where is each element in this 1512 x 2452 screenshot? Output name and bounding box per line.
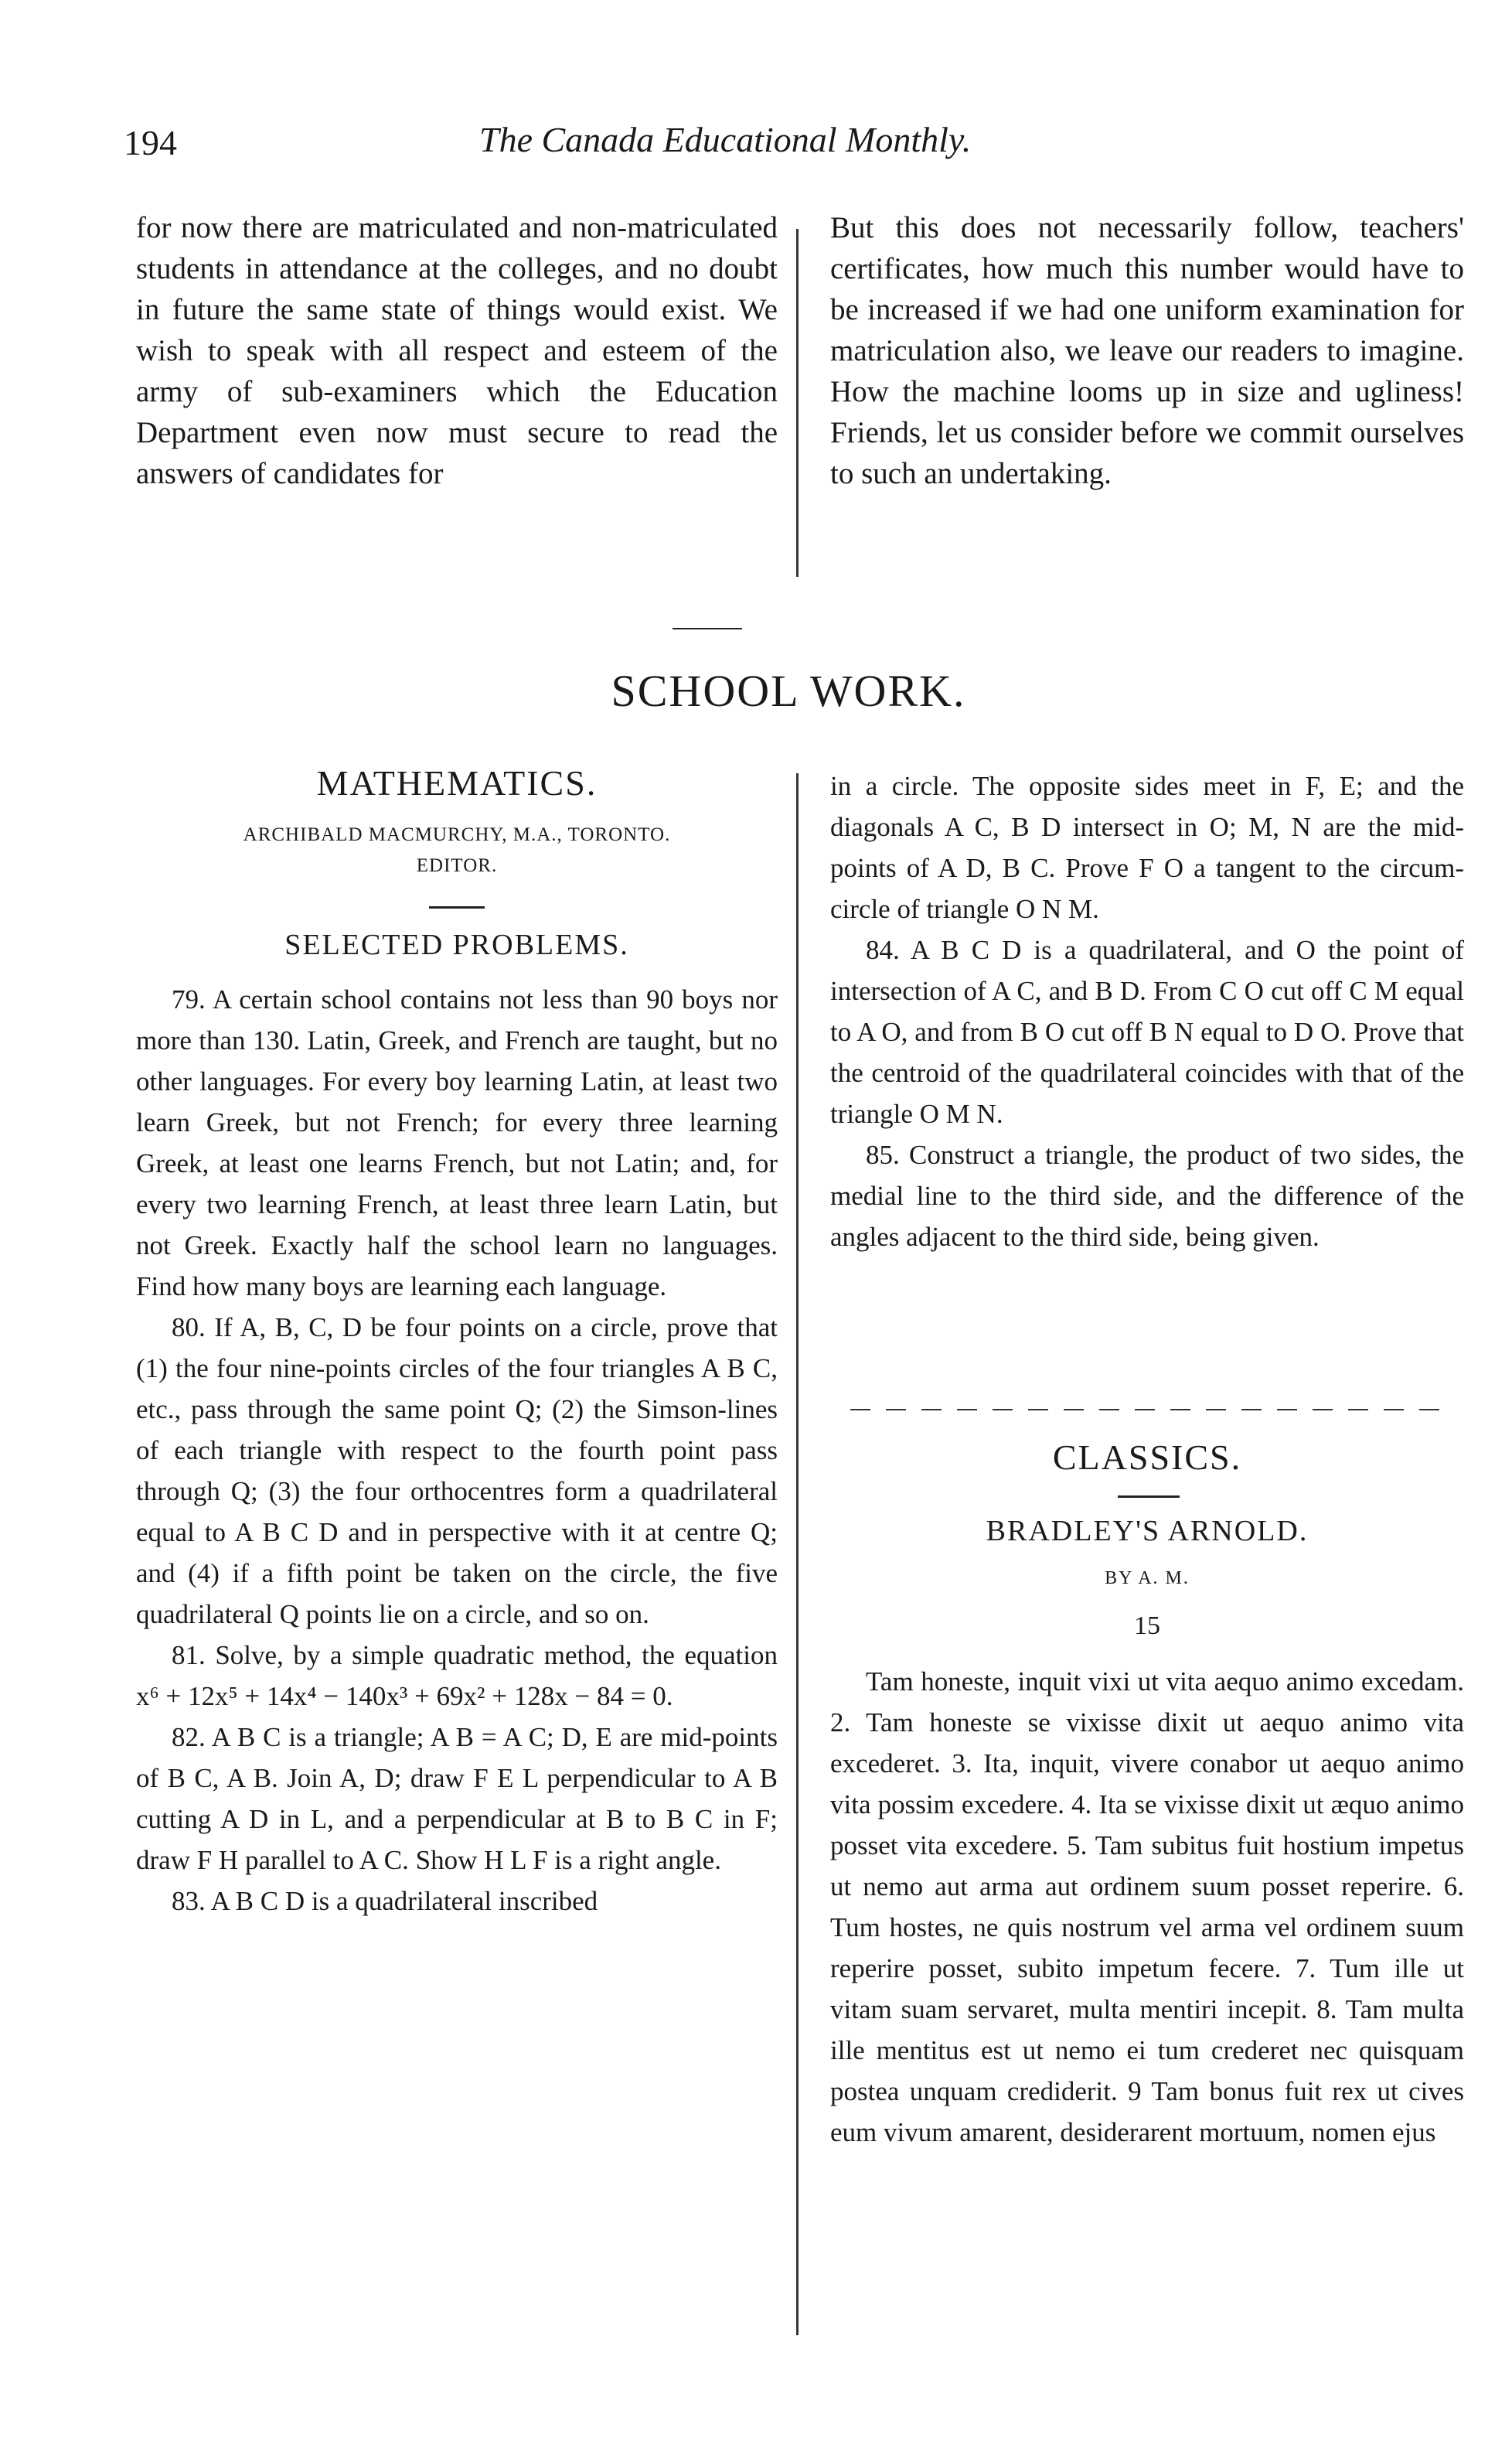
problem-81: 81. Solve, by a simple quadratic method, the equation x⁶ + 12x⁵ + 14x⁴ − 140x³ + 69x² + 128x − 84 = 0. bbox=[136, 1640, 778, 1711]
classics-heading: CLASSICS. bbox=[1052, 1437, 1242, 1477]
problem-83-continued: in a circle. The opposite sides meet in F, E; and the diagonals A C, B D intersect in O; M, N are the mid-points of A D, B C. Prove F O a tangent to the circum-circle of triangle O N M. bbox=[830, 771, 1464, 924]
running-title: The Canada Educational Monthly. bbox=[479, 120, 972, 159]
section-title: SCHOOL WORK. bbox=[611, 666, 966, 716]
classics-byline: BY A. M. bbox=[1105, 1568, 1190, 1588]
problem-83-start: 83. A B C D is a quadrilateral inscribed bbox=[172, 1886, 598, 1916]
exercise-number: 15 bbox=[1134, 1611, 1160, 1640]
problem-85: 85. Construct a triangle, the product of two sides, the medial line to the third side, and the difference of the angles adjacent to the third side, being given. bbox=[830, 1140, 1464, 1252]
editor-line: ARCHIBALD MACMURCHY, M.A., TORONTO. bbox=[243, 824, 671, 845]
math-problems-continued bbox=[830, 766, 1464, 1257]
selected-problems-heading: SELECTED PROBLEMS. bbox=[284, 929, 629, 961]
top-right-paragraph: But this does not necessarily follow, teachers' certificates, how much this number would have to be increased if we had one uniform examination for matriculation also, we leave our readers to imagine. How the machine looms up in size and ugliness! Friends, let us consider before we commit ourselves to such an undertaking. bbox=[830, 211, 1464, 490]
editor-title: EDITOR. bbox=[416, 855, 498, 876]
bradleys-arnold-heading: BRADLEY'S ARNOLD. bbox=[986, 1515, 1309, 1547]
mathematics-heading: MATHEMATICS. bbox=[316, 763, 598, 803]
heading-rule bbox=[429, 906, 485, 909]
column-divider-top bbox=[796, 229, 799, 577]
problem-84: 84. A B C D is a quadrilateral, and O the point of intersection of A C, and B D. From C O cut off C M equal to A O, and from B O cut off B N equal to D O. Prove that the centroid of the quadrilateral coincides with that of the triangle O M N. bbox=[830, 935, 1464, 1129]
section-separator-dashes bbox=[850, 1409, 1453, 1410]
top-left-paragraph: for now there are matriculated and non-matriculated students in attendance at the colleges, and no doubt in future the same state of things would exist. We wish to speak with all respect and esteem of the army of sub-examiners which the Education Department even now must secure to read the answers of candidates for bbox=[136, 211, 778, 490]
math-problems bbox=[136, 979, 778, 1922]
problem-80: 80. If A, B, C, D be four points on a circle, prove that (1) the four nine-points circles of the four triangles A B C, etc., pass through the same point Q; (2) the Simson-lines of each triangle with respect to the fourth point pass through Q; (3) the four orthocentres form a quadrilateral equal to A B C D and in perspective with it at centre Q; and (4) if a fifth point be taken on the circle, the five quadrilateral Q points lie on a circle, and so on. bbox=[136, 1312, 778, 1629]
column-divider-bottom bbox=[796, 773, 799, 2335]
classics-rule bbox=[1118, 1495, 1180, 1498]
problem-82: 82. A B C is a triangle; A B = A C; D, E are mid-points of B C, A B. Join A, D; draw F E L perpendicular to A B cutting A D in L, and a perpendicular at B to B C in F; draw F H parallel to A C. Show H L F is a right angle. bbox=[136, 1722, 778, 1875]
problem-79: 79. A certain school contains not less than 90 boys nor more than 130. Latin, Greek, and French are taught, but no other languages. For every boy learning Latin, at least two learn Greek, but not French; for every three learning Greek, at least one learns French, but not Latin; and, for every two learning French, at least three learn Latin, but not Greek. Exactly half the school learn no languages. Find how many boys are learning each language. bbox=[136, 984, 778, 1301]
separator-dash bbox=[673, 628, 742, 629]
classics-text: Tam honeste, inquit vixi ut vita aequo animo excedam. 2. Tam honeste se vixisse dixit ut aequo animo vita excederet. 3. Ita, inquit, vivere conabor ut aequo animo vita possim excedere. 4. Ita se vixisse dixit ut æquo animo posset vita excedere. 5. Tam subitus fuit hostium impetus ut nemo aut arma aut ordinem suum posset reperire. 6. Tum hostes, ne quis nostrum vel arma vel ordinem suum reperire posset, subito impetum fecere. 7. Tum ille ut vitam suam servaret, multa mentiri incepit. 8. Tam multa ille mentitus est ut nemo ei tum crederet nec quisquam postea unquam crediderit. 9 Tam bonus fuit rex ut cives eum vivum amarent, desiderarent mortuum, nomen ejus bbox=[830, 1666, 1464, 2147]
page-number: 194 bbox=[124, 123, 177, 162]
